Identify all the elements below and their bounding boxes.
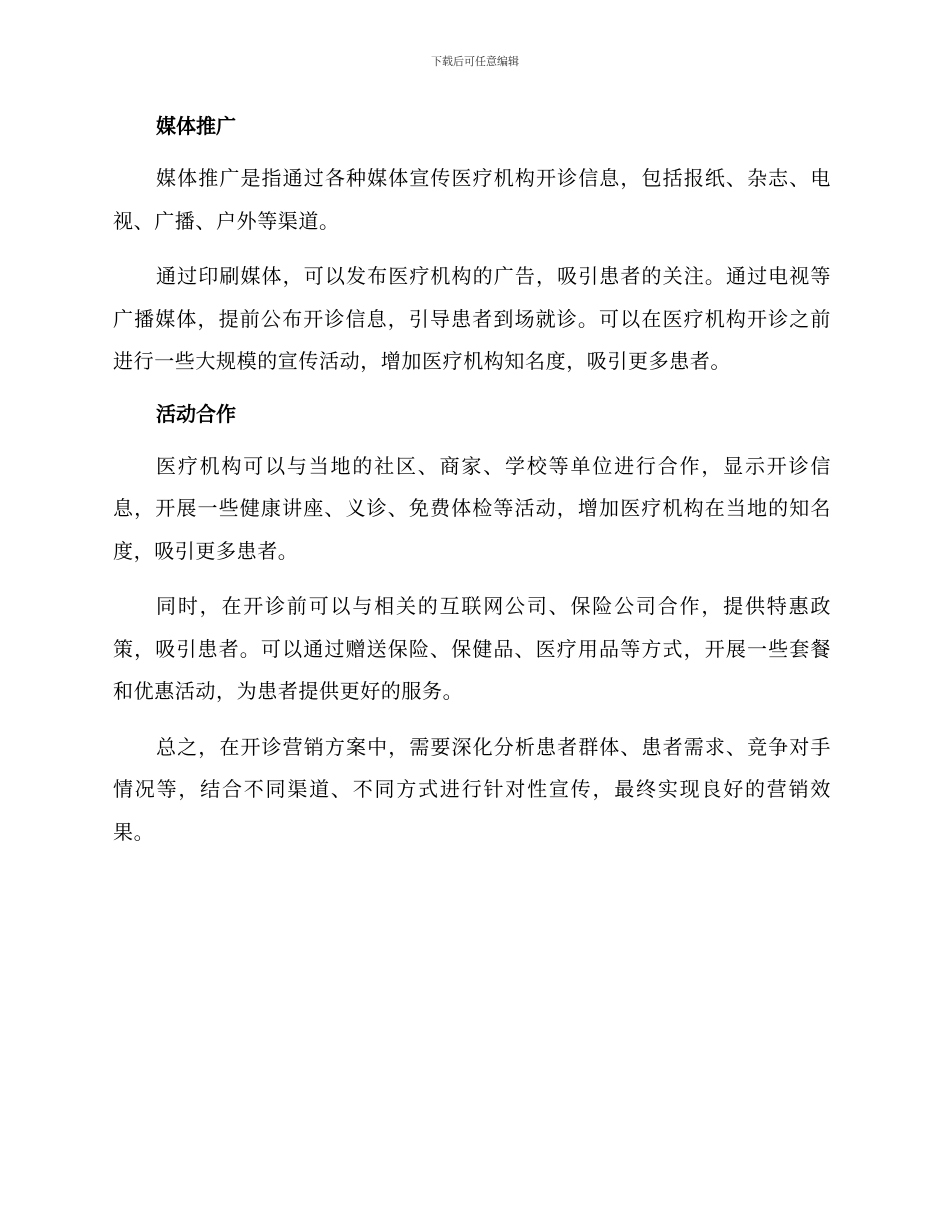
paragraph: 医疗机构可以与当地的社区、商家、学校等单位进行合作，显示开诊信息，开展一些健康讲座、义诊、免费体检等活动，增加医疗机构在当地的知名度，吸引更多患者。 [113, 453, 831, 563]
document-body [113, 108, 831, 866]
section-heading-activity-cooperation: 活动合作 [156, 401, 236, 426]
section-heading-media-promotion: 媒体推广 [156, 114, 236, 138]
paragraph: 同时，在开诊前可以与相关的互联网公司、保险公司合作，提供特惠政策，吸引患者。可以通过赠送保险、保健品、医疗用品等方式，开展一些套餐和优惠活动，为患者提供更好的服务。 [113, 594, 831, 703]
paragraph: 媒体推广是指通过各种媒体宣传医疗机构开诊信息，包括报纸、杂志、电视、广播、户外等渠道。 [113, 166, 831, 233]
paragraph: 总之，在开诊营销方案中，需要深化分析患者群体、患者需求、竞争对手情况等，结合不同渠道、不同方式进行针对性宣传，最终实现良好的营销效果。 [113, 734, 831, 844]
page-header: 下载后可任意编辑 [431, 55, 519, 68]
paragraph: 通过印刷媒体，可以发布医疗机构的广告，吸引患者的关注。通过电视等广播媒体，提前公布开诊信息，引导患者到场就诊。可以在医疗机构开诊之前进行一些大规模的宣传活动，增加医疗机构知名度，吸引更多患者。 [113, 264, 831, 373]
